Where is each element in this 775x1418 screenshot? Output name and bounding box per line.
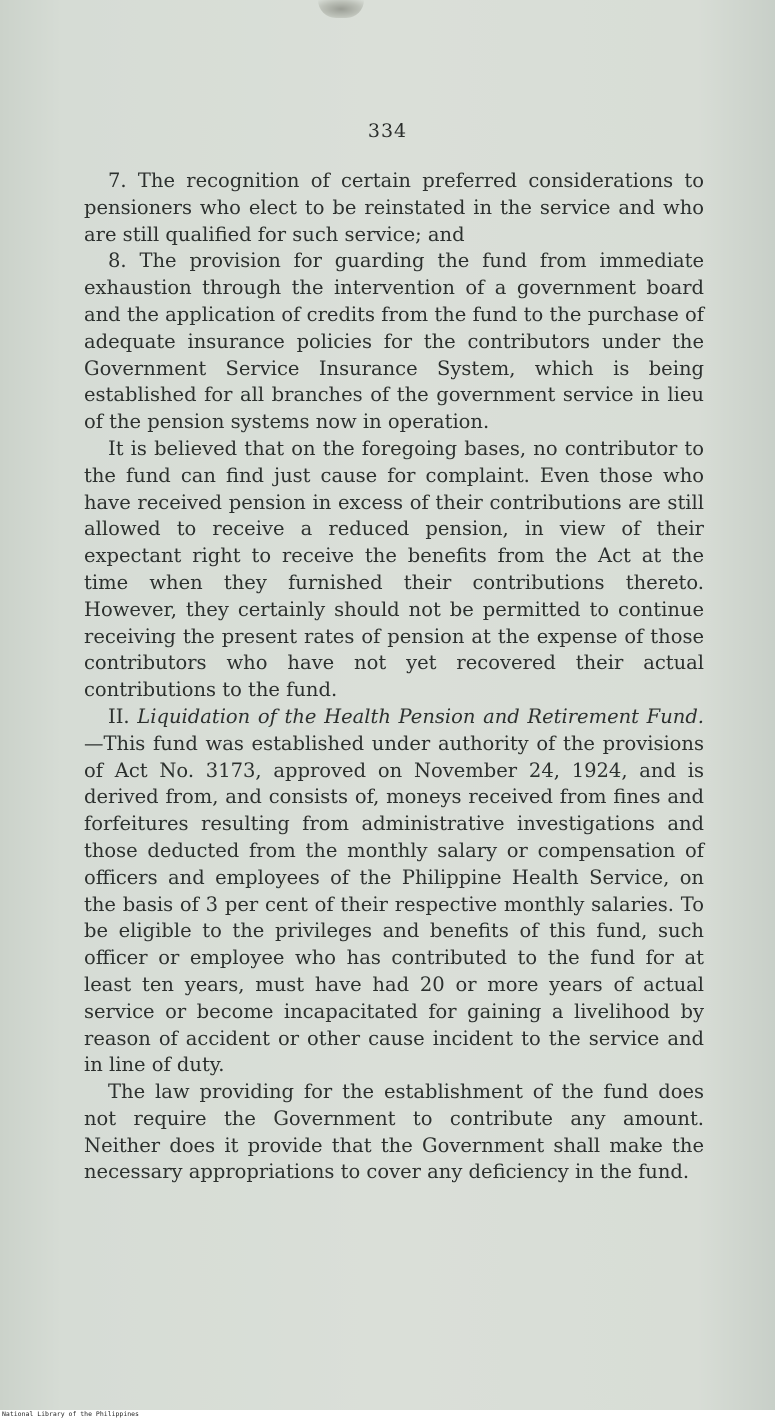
paragraph-law-provision: The law providing for the establishment of the fund does not require the Government to contribute any amount. Neither does it provide that the Government shall make the necessary appropriations to cover any deficiency in the fund.: [84, 1080, 704, 1184]
section-number: II.: [108, 704, 130, 728]
library-credit: National Library of the Philippines: [0, 1410, 775, 1418]
paragraph-contributor-fairness: It is believed that on the foregoing bases, no contributor to the fund can find just cause for complaint. Even those who have received pension in excess of their contributions are still allowed to receive a reduced pension, in view of their expectant right to receive the benefits from the Act at the time when they furnished their contributions thereto. However, they certainly should not be permitted to continue receiving the present rates of pension at the expense of those contributors who have not yet recovered their actual contributions to the fund.: [84, 436, 704, 702]
paragraph-liquidation-health-fund: [84, 704, 704, 1079]
section-heading: Liquidation of the Health Pension and Retirement Fund.: [137, 704, 705, 728]
paragraph-item-7: 7. The recognition of certain preferred considerations to pensioners who elect to be reinstated in the service and who are still qualified for such service; and: [84, 169, 704, 246]
paragraph-item-8: 8. The provision for guarding the fund from immediate exhaustion through the intervention of a government board and the application of credits from the fund to the purchase of adequate insurance policies for the contributors under the Government Service Insurance System, which is being established for all branches of the government service in lieu of the pension systems now in operation.: [84, 249, 704, 434]
document-body: [84, 168, 704, 1186]
section-body: —This fund was established under authority of the provisions of Act No. 3173, approved on November 24, 1924, and is derived from, and consists of, moneys received from fines and forfeitures resulting from administrative investigations and those deducted from the monthly salary or compensation of officers and employees of the Philippine Health Service, on the basis of 3 per cent of their respective monthly salaries. To be eligible to the privileges and benefits of this fund, such officer or employee who has contributed to the fund for at least ten years, must have had 20 or more years of actual service or become incapacitated for gaining a livelihood by reason of accident or other cause incident to the service and in line of duty.: [84, 731, 704, 1077]
binding-mark: [318, 0, 364, 18]
page-number: 334: [367, 120, 408, 142]
